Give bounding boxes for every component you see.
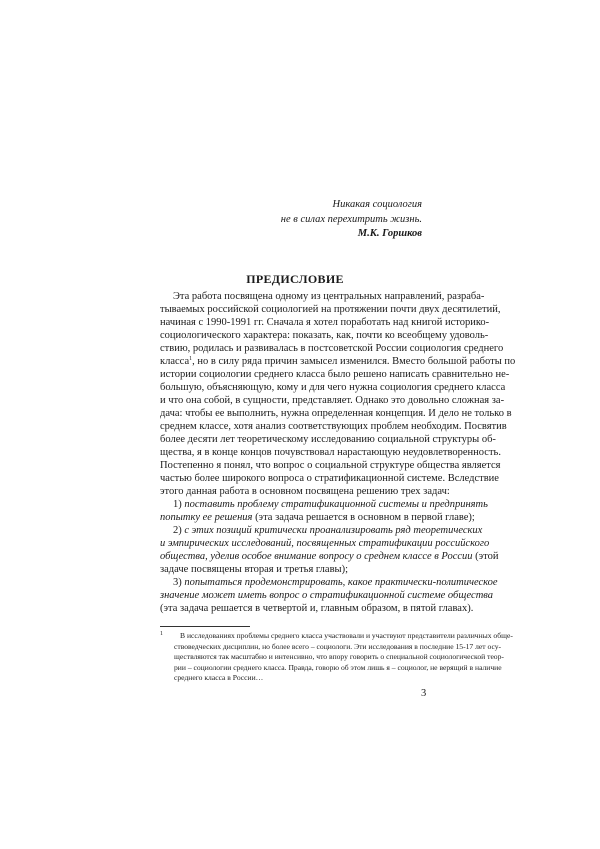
epigraph-line: не в силах перехитрить жизнь. [280,213,422,225]
list-item-line [160,550,499,563]
footnote-divider [160,626,250,627]
list-item-line [160,498,488,511]
section-heading: ПРЕДИСЛОВИЕ [246,272,344,286]
list-item-number: 2) [173,525,182,536]
footnote-line: рии – социологии среднего класса. Правда, говорю об этом лишь я – социолог, не верящий в наличие [174,662,502,672]
body-line: дача: чтобы ее выполнить, нужна определенная концепция. И дело не только в [160,408,512,419]
body-line: Постепенно я понял, что вопрос о социальной структуре общества является [160,460,501,471]
body-line: тываемых российской социологией на протяжении почти двух десятилетий, [160,304,501,315]
body-line: ствию, родилась и развивалась в постсоветской России социология среднего [160,343,504,354]
body-line: большую, объясняющую, кому и для чего нужна социология среднего класса [160,382,506,393]
list-item-italic: с этих позиций критически проанализировать ряд теоретических [184,525,483,536]
page-number: 3 [421,688,427,699]
footnote-line: среднего класса в России… [174,673,264,683]
list-item-line [160,524,483,537]
body-line: начиная с 1990-1991 гг. Сначала я хотел поработать над книгой историко- [160,317,490,328]
footnote-mark: 1 [160,631,163,637]
list-item-number: 1) [173,499,182,510]
epigraph-author: М.К. Горшков [357,228,422,239]
list-item-line: и эмпирических исследований, посвященных стратификации российского [160,538,490,549]
list-item-line: задаче посвящены вторая и третья главы); [160,564,349,575]
footnote-reference[interactable]: 1 [189,356,193,362]
list-item-italic: попытку ее решения [160,512,253,523]
body-line: Эта работа посвящена одному из центральных направлений, разраба- [173,291,485,302]
body-fragment: класса [160,356,190,367]
body-fragment: , но в силу ряда причин замысел изменился. Вместо большой работы по [192,356,516,367]
footnote-line: ществляются так масштабно и интенсивно, что впору говорить о специальной социологической теор- [174,652,504,662]
list-item-number: 3) [173,577,182,588]
epigraph [281,198,422,242]
body-line: более десяти лет теоретическому исследованию социальной структуры об- [160,434,496,445]
body-line: истории социологии среднего класса было решено написать сравнительно не- [160,369,510,380]
list-item-text: (этой [475,551,499,562]
list-item-italic: общества, уделив особое внимание вопросу о среднем классе в России [160,551,473,562]
body-line: социологического характера: показать, как, почти ко всеобщему удоволь- [160,330,489,341]
body-line: и что она собой, в сущности, представляет. Однако это довольно сложная за- [160,395,505,406]
footnote-line: ствоведческих дисциплин, но более всего – социологи. Эти исследования в последние 15-17 лет осу- [174,641,502,651]
list-item-italic: попытаться продемонстрировать, какое практически-политическое [184,577,498,588]
list-item-italic: поставить проблему стратификационной системы и предпринять [184,499,488,510]
epigraph-line: Никакая социология [332,199,422,210]
footnote-line: В исследованиях проблемы среднего класса участвовали и участвуют представители различных обще- [180,631,513,640]
body-line: щества, я в конце концов почувствовал нарастающую неудовлетворенность. [160,447,501,458]
list-item-line [160,576,498,589]
body-line: этого данная работа в основном посвящена решению трех задач: [160,486,450,497]
body-line: среднем классе, хотя анализ соответствующих проблем необходим. Посвятив [160,421,507,432]
body-line [160,355,516,368]
list-item-line: (эта задача решается в четвертой и, главным образом, в пятой главах). [160,603,474,614]
list-item-text: (эта задача решается в основном в первой главе); [255,512,475,523]
list-item-line: значение может иметь вопрос о стратификационной системе общества [160,590,494,601]
body-line: частью более широкого вопроса о стратификационной системе. Вследствие [160,473,499,484]
list-item-line [160,511,475,524]
